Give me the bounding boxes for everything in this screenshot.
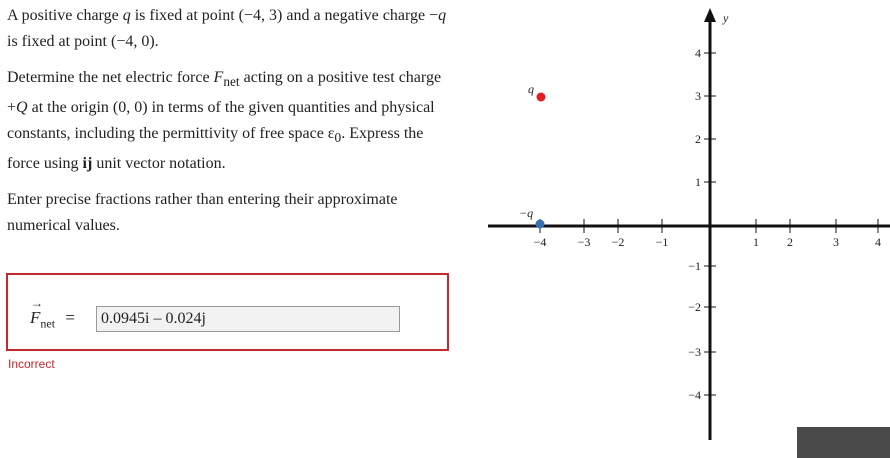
text: Q — [16, 99, 28, 117]
y-tick-label: 3 — [695, 89, 701, 103]
text: net — [223, 74, 240, 90]
text: q — [122, 7, 131, 24]
text: is fixed at point (−4, 0). — [7, 33, 159, 50]
text: q — [438, 7, 447, 24]
text: Determine the net electric force — [7, 69, 214, 86]
x-tick-label: −2 — [611, 235, 625, 249]
x-ticks — [534, 219, 881, 249]
text: ij — [82, 155, 93, 173]
x-tick-label: 2 — [787, 235, 793, 249]
y-tick-label: 2 — [695, 132, 701, 146]
x-tick-label: −4 — [533, 235, 547, 249]
positive-charge-label: q — [528, 82, 534, 96]
status-text: Incorrect — [8, 357, 55, 371]
y-axis-label: y — [723, 11, 729, 25]
y-tick-label: −4 — [688, 388, 701, 402]
problem-paragraph-1 — [7, 3, 457, 55]
text: is fixed at point (−4, 3) and a negative charge − — [130, 7, 439, 24]
answer-label — [30, 296, 75, 331]
text: net — [40, 316, 56, 331]
problem-paragraph-3: Enter precise fractions rather than entering their approximate numerical values. — [7, 191, 398, 235]
corner-action-button[interactable] — [797, 427, 890, 458]
vector-arrow-icon: → — [31, 296, 43, 310]
text: at the origin (0, 0) in terms of the given quantities and physical constants, including the permittivity of free space ε — [7, 99, 435, 143]
problem-paragraph-2 — [7, 65, 457, 177]
y-tick-label: −3 — [688, 345, 701, 359]
positive-charge-dot — [537, 93, 546, 102]
equals-sign: = — [65, 308, 75, 327]
y-tick-label: 4 — [695, 46, 701, 60]
text: 0 — [334, 130, 342, 146]
y-tick-label: −1 — [688, 259, 701, 273]
x-tick-label: 3 — [833, 235, 839, 249]
text: acting on a positive test charge + — [7, 69, 442, 117]
x-tick-label: 4 — [875, 235, 881, 249]
text: A positive charge — [7, 7, 123, 24]
force-symbol — [30, 296, 43, 327]
text: . Express the force using — [7, 125, 424, 173]
y-axis-arrow-icon — [704, 8, 716, 22]
answer-box — [6, 273, 449, 351]
coordinate-plot — [488, 0, 890, 440]
x-tick-label: −1 — [655, 235, 669, 249]
x-tick-label: −3 — [577, 235, 591, 249]
x-tick-label: 1 — [753, 235, 759, 249]
text: F — [30, 308, 41, 327]
negative-charge-dot — [536, 220, 545, 229]
y-ticks — [688, 46, 716, 402]
problem-statement — [7, 3, 457, 249]
negative-charge-label: −q — [519, 206, 534, 220]
y-tick-label: −2 — [688, 300, 701, 314]
y-tick-label: 1 — [695, 175, 701, 189]
answer-input[interactable] — [96, 306, 400, 332]
text: unit vector notation. — [92, 155, 226, 173]
force-symbol: F — [213, 69, 224, 86]
